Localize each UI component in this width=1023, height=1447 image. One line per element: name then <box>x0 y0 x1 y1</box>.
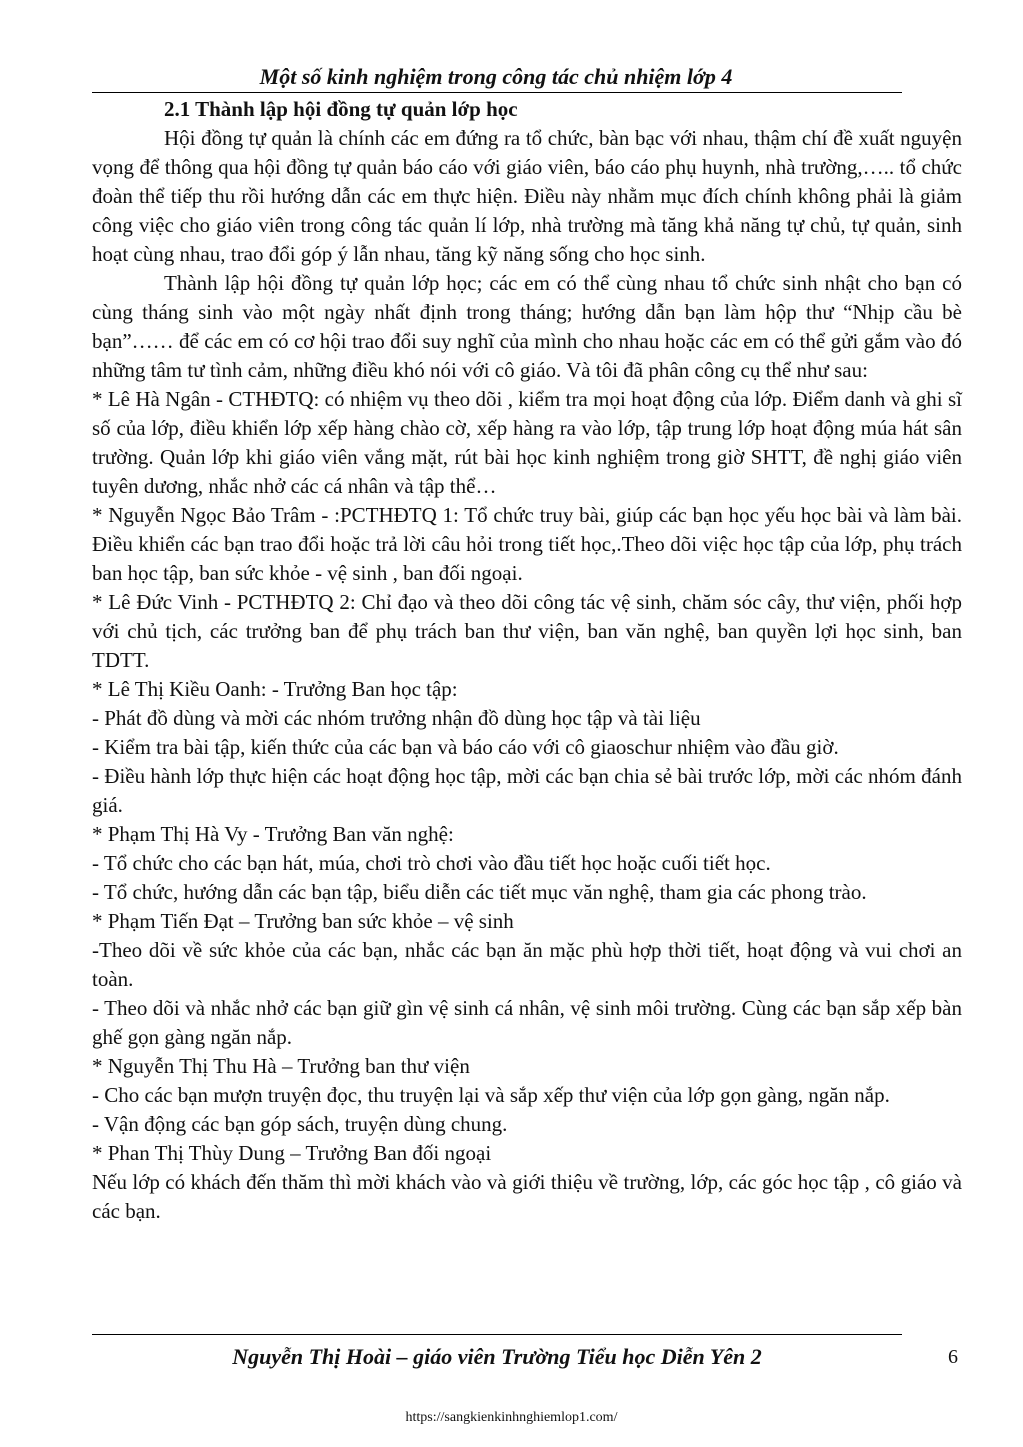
list-item: -Theo dõi về sức khỏe của các bạn, nhắc các bạn ăn mặc phù hợp thời tiết, hoạt động và vui chơi an toàn. <box>92 938 962 991</box>
page-footer-author: Nguyễn Thị Hoài – giáo viên Trường Tiểu học Diễn Yên 2 <box>232 1344 762 1369</box>
source-url: https://sangkienkinhnghiemlop1.com/ <box>405 1410 618 1425</box>
list-item: - Kiểm tra bài tập, kiến thức của các bạn và báo cáo với cô giaoschur nhiệm vào đầu giờ. <box>92 735 839 759</box>
list-item: * Lê Đức Vinh - PCTHĐTQ 2: Chỉ đạo và theo dõi công tác vệ sinh, chăm sóc cây, thư viện, phối hợp với chủ tịch, các trưởng ban để phụ trách ban thư viện, ban văn nghệ, ban quyền lợi học sinh, ban TDTT. <box>92 590 962 672</box>
list-item: - Tổ chức, hướng dẫn các bạn tập, biểu diễn các tiết mục văn nghệ, tham gia các phong trào. <box>92 880 867 904</box>
document-body <box>92 95 962 1226</box>
list-item: - Cho các bạn mượn truyện đọc, thu truyện lại và sắp xếp thư viện của lớp gọn gàng, ngăn nắp. <box>92 1083 890 1107</box>
section-title: 2.1 Thành lập hội đồng tự quản lớp học <box>164 97 518 121</box>
list-item: * Phạm Thị Hà Vy - Trưởng Ban văn nghệ: <box>92 822 454 846</box>
list-item: - Tổ chức cho các bạn hát, múa, chơi trò chơi vào đầu tiết học hoặc cuối tiết học. <box>92 851 771 875</box>
list-item: - Vận động các bạn góp sách, truyện dùng chung. <box>92 1112 508 1136</box>
list-item: * Nguyễn Ngọc Bảo Trâm - :PCTHĐTQ 1: Tổ chức truy bài, giúp các bạn học yếu học bài và làm bài. Điều khiển các bạn trao đổi hoặc trả lời câu hỏi trong tiết học,.Theo dõi việc học tập của lớp, phụ trách ban học tập, ban sức khỏe - vệ sinh , ban đối ngoại. <box>92 503 962 585</box>
list-item: - Phát đồ dùng và mời các nhóm trưởng nhận đồ dùng học tập và tài liệu <box>92 706 701 730</box>
list-item: - Điều hành lớp thực hiện các hoạt động học tập, mời các bạn chia sẻ bài trước lớp, mời các nhóm đánh giá. <box>92 764 962 817</box>
footer-rule <box>92 1334 902 1335</box>
paragraph: Hội đồng tự quản là chính các em đứng ra tổ chức, bàn bạc với nhau, thậm chí đề xuất nguyện vọng để thông qua hội đồng tự quản báo cáo với giáo viên, báo cáo phụ huynh, nhà trường,….. tổ chức đoàn thể tiếp thu rồi hướng dẫn các em thực hiện. Điều này nhằm mục đích chính không phải là giảm công việc cho giáo viên trong công tác quản lí lớp, nhà trường mà tăng khả năng tự chủ, tự quản, sinh hoạt cùng nhau, trao đổi góp ý lẫn nhau, tăng kỹ năng sống cho học sinh. <box>92 126 962 266</box>
paragraph: Thành lập hội đồng tự quản lớp học; các em có thể cùng nhau tổ chức sinh nhật cho bạn có cùng tháng sinh vào một ngày nhất định trong tháng; hướng dẫn bạn làm hộp thư “Nhịp cầu bè bạn”…… để các em có cơ hội trao đổi suy nghĩ của mình cho nhau hoặc các em có thể gửi gắm vào đó những tâm tư tình cảm, những điều khó nói với cô giáo. Và tôi đã phân công cụ thể như sau: <box>92 271 962 382</box>
list-item: * Nguyễn Thị Thu Hà – Trưởng ban thư viện <box>92 1054 470 1078</box>
list-item: * Lê Hà Ngân - CTHĐTQ: có nhiệm vụ theo dõi , kiểm tra mọi hoạt động của lớp. Điểm danh và ghi sĩ số của lớp, điều khiển lớp xếp hàng chào cờ, xếp hàng ra vào lớp, tập trung lớp hoạt động múa hát sân trường. Quản lớp khi giáo viên vắng mặt, rút bài học kinh nghiệm trong giờ SHTT, đề nghị giáo viên tuyên dương, nhắc nhở các cá nhân và tập thể… <box>92 387 962 498</box>
list-item: Nếu lớp có khách đến thăm thì mời khách vào và giới thiệu về trường, lớp, các góc học tập , cô giáo và các bạn. <box>92 1170 962 1223</box>
list-item: * Phạm Tiến Đạt – Trưởng ban sức khỏe – vệ sinh <box>92 909 514 933</box>
page-number: 6 <box>948 1346 958 1368</box>
header-rule <box>92 92 902 93</box>
list-item: * Phan Thị Thùy Dung – Trưởng Ban đối ngoại <box>92 1141 492 1165</box>
list-item: - Theo dõi và nhắc nhở các bạn giữ gìn vệ sinh cá nhân, vệ sinh môi trường. Cùng các bạn sắp xếp bàn ghế gọn gàng ngăn nắp. <box>92 996 962 1049</box>
page-header-title: Một số kinh nghiệm trong công tác chủ nhiệm lớp 4 <box>259 64 733 89</box>
list-item: * Lê Thị Kiều Oanh: - Trưởng Ban học tập: <box>92 677 458 701</box>
